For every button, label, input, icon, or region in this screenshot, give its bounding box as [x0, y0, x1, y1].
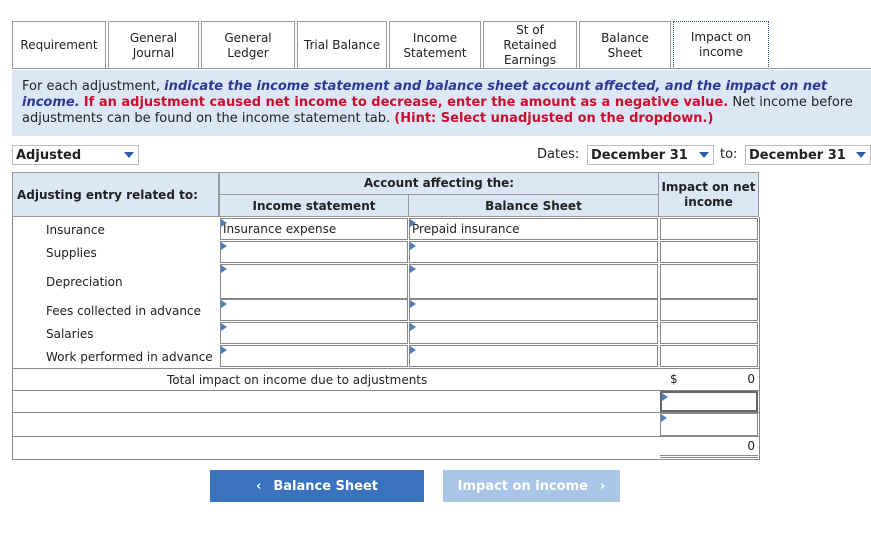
total-impact-cell: [660, 369, 758, 390]
tab-general-ledger[interactable]: [201, 21, 295, 69]
dropdown-marker-icon: [221, 323, 227, 331]
tab-requirement[interactable]: [12, 21, 106, 69]
tab-label: Impact on income: [690, 30, 752, 59]
balance-sheet-header-text: Balance Sheet: [485, 199, 582, 213]
view-select-value: Adjusted: [16, 147, 82, 163]
row-header: [12, 172, 219, 217]
tab-label: Trial Balance: [303, 38, 381, 52]
final-impact-cell: [660, 437, 758, 458]
instructions-box: [12, 70, 871, 136]
balance-account-input[interactable]: [409, 264, 658, 299]
balance-account-value: Prepaid insurance: [412, 222, 520, 236]
row-label-salaries: Salaries: [46, 327, 94, 341]
chevron-left-icon: ‹: [255, 478, 262, 494]
dropdown-marker-icon: [221, 219, 227, 227]
impact-input[interactable]: [660, 299, 758, 321]
dropdown-marker-icon: [410, 265, 416, 273]
chevron-down-icon: [856, 152, 866, 158]
impact-input[interactable]: [660, 218, 758, 240]
tab-st-of-retained-earnings[interactable]: [483, 21, 577, 69]
income-account-input[interactable]: [220, 264, 408, 299]
tab-label: St of Retained Earnings: [503, 23, 557, 67]
group-header: [219, 172, 659, 195]
dates-label: Dates:: [537, 147, 580, 162]
date-to-select[interactable]: [745, 145, 871, 165]
balance-account-input[interactable]: [409, 322, 658, 344]
balance-account-input[interactable]: [409, 299, 658, 321]
row-divider: [12, 368, 759, 369]
impact-input[interactable]: [660, 322, 758, 344]
table-bottom-border: [12, 459, 759, 460]
row-header-text: Adjusting entry related to:: [17, 187, 198, 202]
view-select[interactable]: [12, 145, 139, 165]
row-label-supplies: Supplies: [46, 246, 97, 260]
income-account-input[interactable]: [220, 322, 408, 344]
tab-balance-sheet[interactable]: [579, 21, 671, 69]
row-label-fees: Fees collected in advance: [46, 304, 201, 318]
group-header-text: Account affecting the:: [363, 176, 515, 190]
table-left-border: [12, 217, 13, 460]
balance-account-input[interactable]: [409, 241, 658, 263]
chevron-down-icon: [124, 152, 134, 158]
instruction-text-1: For each adjustment,: [22, 79, 165, 94]
total-currency: $: [670, 372, 678, 386]
impact-input[interactable]: [660, 264, 758, 299]
dropdown-marker-icon: [410, 346, 416, 354]
balance-account-input[interactable]: [409, 345, 658, 367]
tab-trial-balance[interactable]: [297, 21, 387, 69]
tab-impact-on-income[interactable]: [673, 21, 769, 69]
income-account-value: Insurance expense: [223, 222, 337, 236]
instruction-text-2: Net income before adjustments can be found on the income statement tab.: [22, 95, 853, 126]
row-divider: [12, 436, 759, 437]
next-impact-button[interactable]: [443, 470, 620, 502]
extra-impact-input-2[interactable]: [660, 413, 758, 436]
row-divider: [12, 390, 759, 391]
date-from-select[interactable]: [587, 145, 714, 165]
dropdown-marker-icon: [410, 219, 416, 227]
balance-account-input[interactable]: [409, 218, 658, 240]
instruction-emphasis: indicate the income statement and balance sheet account affected, and the impact on net income.: [22, 79, 828, 110]
tab-income-statement[interactable]: [389, 21, 481, 69]
extra-impact-input[interactable]: [660, 391, 758, 412]
dropdown-marker-icon: [410, 242, 416, 250]
tab-divider: [12, 68, 871, 69]
next-button-label: Impact on income: [457, 478, 588, 494]
income-statement-header: [219, 194, 409, 217]
dropdown-marker-icon: [661, 414, 667, 422]
table-right-border: [759, 217, 760, 460]
dropdown-marker-icon: [662, 393, 668, 401]
income-account-input[interactable]: [220, 345, 408, 367]
chevron-right-icon: ›: [599, 478, 606, 494]
tab-general-journal[interactable]: [108, 21, 199, 69]
date-to-label: to:: [720, 147, 738, 162]
instruction-warning: If an adjustment caused net income to decrease, enter the amount as a negative value.: [83, 95, 729, 110]
income-statement-header-text: Income statement: [252, 199, 376, 213]
dropdown-marker-icon: [410, 323, 416, 331]
dropdown-marker-icon: [221, 346, 227, 354]
income-account-input[interactable]: [220, 241, 408, 263]
row-divider: [12, 412, 759, 413]
tab-bar: [12, 21, 771, 69]
chevron-down-icon: [699, 152, 709, 158]
tab-label: General Ledger: [224, 30, 272, 60]
row-label-work: Work performed in advance: [46, 350, 213, 364]
date-to-value: December 31: [749, 147, 846, 163]
dropdown-marker-icon: [221, 300, 227, 308]
tab-label: General Journal: [129, 30, 178, 60]
final-value: 0: [747, 439, 755, 453]
prev-button-label: Balance Sheet: [273, 478, 379, 494]
impact-input[interactable]: [660, 345, 758, 367]
total-value: 0: [747, 372, 755, 386]
date-from-value: December 31: [591, 147, 688, 163]
total-label: Total impact on income due to adjustments: [167, 373, 428, 387]
dropdown-marker-icon: [410, 300, 416, 308]
tab-label: Income Statement: [403, 30, 467, 60]
impact-input[interactable]: [660, 241, 758, 263]
tab-label: Balance Sheet: [601, 30, 649, 60]
income-account-input[interactable]: [220, 299, 408, 321]
income-account-input[interactable]: [220, 218, 408, 240]
tab-label: Requirement: [20, 38, 98, 52]
row-label-depreciation: Depreciation: [46, 275, 123, 289]
impact-header: Impact on net income: [658, 172, 759, 217]
prev-balance-sheet-button[interactable]: [210, 470, 424, 502]
dropdown-marker-icon: [221, 242, 227, 250]
instruction-hint: (Hint: Select unadjusted on the dropdown.): [394, 111, 714, 126]
dropdown-marker-icon: [221, 265, 227, 273]
balance-sheet-header: [408, 194, 659, 217]
row-label-insurance: Insurance: [46, 223, 105, 237]
